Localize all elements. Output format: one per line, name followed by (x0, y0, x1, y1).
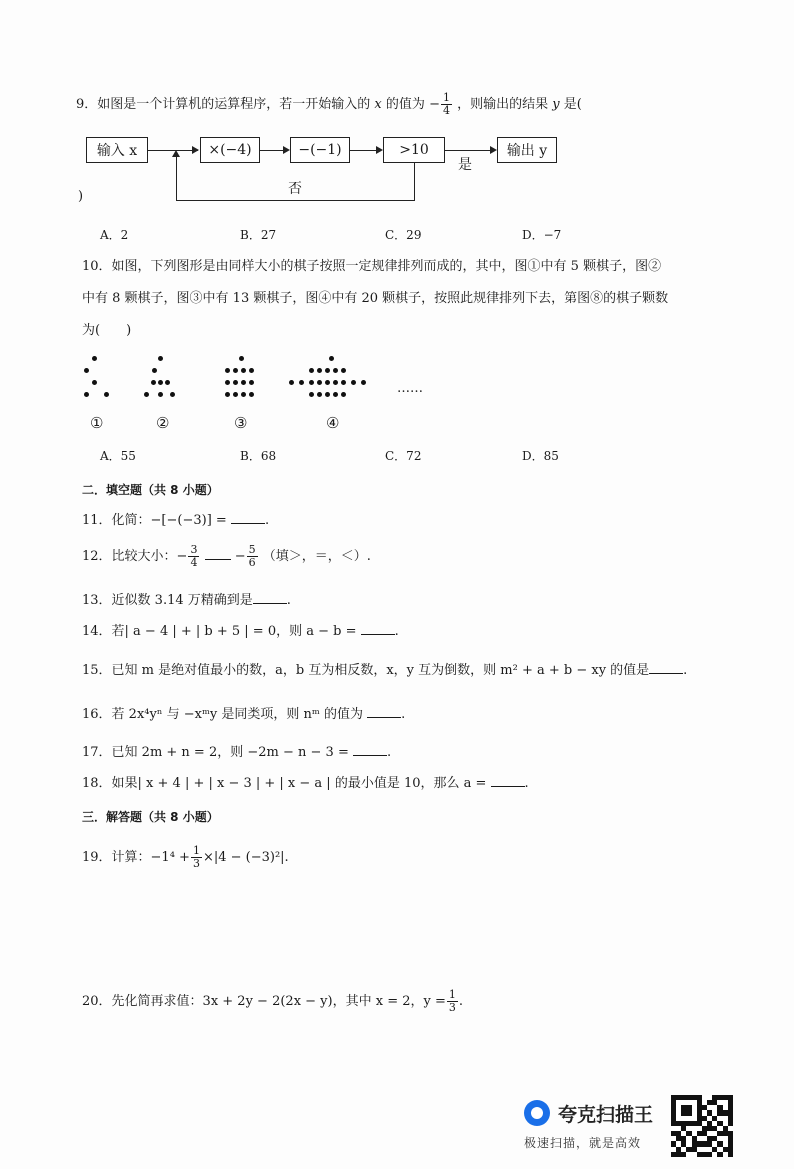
piece (158, 356, 163, 361)
piece (309, 368, 314, 373)
flow-yes-label: 是 (458, 157, 472, 173)
piece (329, 356, 334, 361)
piece (84, 392, 89, 397)
watermark-subtitle: 极速扫描，就是高效 (524, 1136, 642, 1150)
piece (341, 368, 346, 373)
q10-label-2: ② (156, 414, 170, 432)
q18-answer-blank[interactable] (491, 774, 525, 787)
scanner-watermark (524, 1096, 684, 1154)
q10-option-d[interactable]: D．85 (522, 449, 559, 463)
q13: 13．近似数 3.14 万精确到是 . (82, 593, 291, 608)
piece (289, 380, 294, 385)
q10-option-a[interactable]: A．55 (100, 449, 136, 463)
q14-answer-blank[interactable] (361, 622, 395, 635)
q17: 17．已知 2m + n = 2，则 −2m − n − 3 = . (82, 745, 392, 760)
piece (333, 380, 338, 385)
piece (152, 368, 157, 373)
q20-fraction: $\frac{1}{3}$ (448, 988, 456, 1014)
q12-fraction-2: $\frac{5}{6}$ (248, 543, 256, 569)
q9-text-a: 9．如图是一个计算机的运算程序，若一开始输入的 (76, 97, 371, 112)
q10-line-2: 中有 8 颗棋子，图③中有 13 颗棋子，图④中有 20 颗棋子，按照此规律排列下去，第图⑧的棋子颗数 (82, 291, 669, 306)
piece (170, 392, 175, 397)
q19-fraction: $\frac{1}{3}$ (192, 844, 200, 870)
piece (249, 392, 254, 397)
piece (299, 380, 304, 385)
piece (309, 392, 314, 397)
piece (317, 392, 322, 397)
flow-arrowhead-2 (283, 146, 290, 154)
q9-option-a[interactable]: A．2 (100, 228, 129, 242)
piece (249, 368, 254, 373)
q16: 16．若 2x⁴yⁿ 与 −xᵐy 是同类项，则 nᵐ 的值为 . (82, 707, 406, 722)
q9-text-d: 是( (563, 97, 582, 112)
piece (225, 380, 230, 385)
q10-option-b[interactable]: B．68 (240, 449, 277, 463)
piece (317, 380, 322, 385)
piece (233, 392, 238, 397)
q18: 18．如果| x + 4 | + | x − 3 | + | x − a | 的最小值是 10，那么 a = . (82, 776, 529, 791)
q16-answer-blank[interactable] (367, 705, 401, 718)
piece (351, 380, 356, 385)
q12-answer-blank[interactable] (205, 547, 231, 560)
flow-arrowhead-3 (376, 146, 383, 154)
piece (333, 368, 338, 373)
q9-var-x: x (374, 97, 382, 112)
piece (325, 380, 330, 385)
piece (92, 356, 97, 361)
piece (144, 392, 149, 397)
q20: 20．先化简再求值：3x + 2y − 2(2x − y)，其中 x = 2，y = $\frac{1}{3}$ . (82, 988, 463, 1014)
q13-answer-blank[interactable] (253, 591, 287, 604)
section-2-heading: 二．填空题（共 8 小题） (82, 483, 219, 497)
piece (333, 392, 338, 397)
flow-multiply-box: ×(−4) (200, 137, 260, 163)
section-3-heading: 三．解答题（共 8 小题） (82, 810, 219, 824)
piece (225, 392, 230, 397)
piece (309, 380, 314, 385)
piece (241, 368, 246, 373)
q9-text-b: 的值为 (385, 97, 425, 112)
q9-close-paren: ) (78, 189, 84, 204)
piece (325, 368, 330, 373)
q9-stem (76, 92, 582, 117)
q10-option-c[interactable]: C．72 (385, 449, 422, 463)
q10-label-3: ③ (234, 414, 248, 432)
qr-code-icon[interactable] (671, 1095, 733, 1157)
piece (158, 380, 163, 385)
flow-loop-arrowhead (172, 150, 180, 157)
piece (239, 356, 244, 361)
q11-answer-blank[interactable] (231, 511, 265, 524)
piece (151, 380, 156, 385)
flow-output-box: 输出 y (497, 137, 557, 163)
flow-condition-box: >10 (383, 137, 445, 163)
flow-arrowhead-yes (490, 146, 497, 154)
q9-var-y: y (552, 97, 560, 112)
flow-arrow-yes (445, 150, 495, 151)
piece (341, 392, 346, 397)
flow-loop-up (176, 154, 177, 201)
watermark-title: 夸克扫描王 (558, 1104, 654, 1126)
q9-option-b[interactable]: B．27 (240, 228, 277, 242)
piece (249, 380, 254, 385)
q12: 12．比较大小：− $\frac{3}{4}$ − $\frac{5}{6}$ （填＞，＝，＜）. (82, 543, 371, 569)
piece (341, 380, 346, 385)
flow-loop-back (176, 200, 415, 201)
piece (325, 392, 330, 397)
q15-answer-blank[interactable] (649, 661, 683, 674)
piece (92, 380, 97, 385)
flow-input-box: 输入 x (86, 137, 148, 163)
piece (225, 368, 230, 373)
q14: 14．若| a − 4 | + | b + 5 | = 0，则 a − b = . (82, 624, 399, 639)
q12-fraction-1: $\frac{3}{4}$ (190, 543, 198, 569)
flow-loop-down (414, 163, 415, 201)
flow-no-label: 否 (288, 181, 302, 197)
piece (317, 368, 322, 373)
piece (233, 368, 238, 373)
q10-label-1: ① (90, 414, 104, 432)
q10-label-4: ④ (326, 414, 340, 432)
piece (158, 392, 163, 397)
piece (165, 380, 170, 385)
q9-option-c[interactable]: C．29 (385, 228, 422, 242)
piece (84, 368, 89, 373)
flow-arrowhead-1 (192, 146, 199, 154)
quark-logo-icon (524, 1100, 550, 1126)
q19: 19．计算：−1⁴ + $\frac{1}{3}$ ×|4 − (−3)²|. (82, 844, 289, 870)
piece (241, 380, 246, 385)
q9-option-d[interactable]: D．−7 (522, 228, 562, 242)
q9-value-fraction: $\frac{1}{4}$ (442, 91, 450, 117)
piece (104, 392, 109, 397)
q11: 11．化简：−[−(−3)] = . (82, 513, 270, 528)
piece (241, 392, 246, 397)
q10-line-1: 10．如图，下列图形是由同样大小的棋子按照一定规律排列而成的，其中，图①中有 5 颗棋子，图② (82, 259, 662, 274)
q10-line-3: 为( ) (82, 323, 132, 338)
q17-answer-blank[interactable] (353, 743, 387, 756)
flow-subtract-box: −(−1) (290, 137, 350, 163)
piece (361, 380, 366, 385)
q9-value-sign: − (429, 97, 440, 112)
q15: 15．已知 m 是绝对值最小的数，a，b 互为相反数，x，y 互为倒数，则 m² + a + b − xy 的值是 . (82, 663, 688, 678)
q9-text-c: ，则输出的结果 (457, 97, 549, 112)
q10-ellipsis: …… (397, 381, 423, 396)
piece (233, 380, 238, 385)
